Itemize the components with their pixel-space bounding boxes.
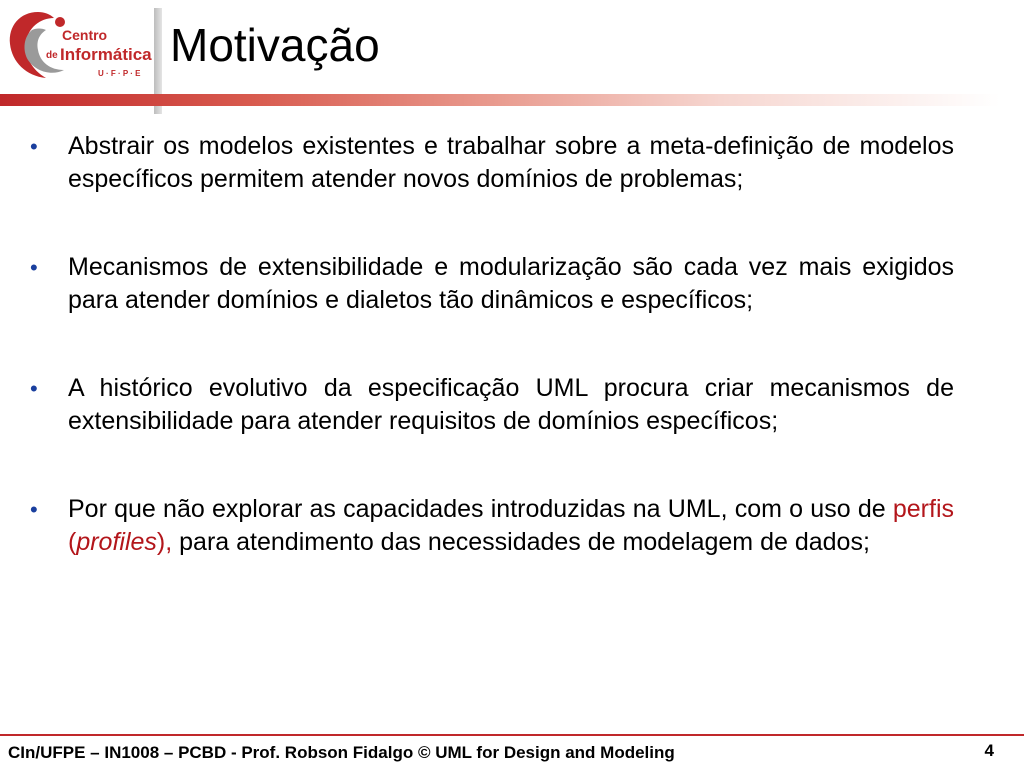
- logo-text-de: de: [46, 50, 58, 61]
- bullet-icon: •: [30, 376, 38, 401]
- bullet-text: Abstrair os modelos existentes e trabalhar sobre a meta-definição de modelos específicos permitem atender novos domínios de problemas;: [68, 132, 954, 193]
- footer-text: CIn/UFPE – IN1008 – PCBD - Prof. Robson Fidalgo © UML for Design and Modeling: [8, 743, 675, 762]
- centro-informatica-logo: [2, 6, 158, 92]
- logo-dot: [55, 17, 65, 27]
- logo-text-centro: Centro: [62, 27, 108, 43]
- logo-text-ufpe: U · F · P · E: [98, 69, 141, 78]
- bullet-item: [30, 251, 954, 317]
- logo-graphic: [2, 6, 158, 92]
- logo-text-informatica: Informática: [60, 45, 152, 64]
- bullet-list: [30, 130, 954, 559]
- slide-title: Motivação: [170, 19, 380, 71]
- highlight-close: ),: [156, 528, 173, 556]
- footer-divider: [0, 734, 1024, 736]
- header-gradient-band: [0, 94, 1000, 106]
- bullet-item: [30, 372, 954, 438]
- bullet-text-pre: Por que não explorar as capacidades introduzidas na UML, com o uso de: [68, 495, 893, 523]
- page-number: 4: [984, 741, 994, 760]
- bullet-text: [68, 495, 954, 556]
- bullet-text: Mecanismos de extensibilidade e modularização são cada vez mais exigidos para atender domínios e dialetos tão dinâmicos e específicos;: [68, 253, 954, 314]
- bullet-text: A histórico evolutivo da especificação UML procura criar mecanismos de extensibilidade para atender requisitos de domínios específicos;: [68, 374, 954, 435]
- bullet-text-post: para atendimento das necessidades de modelagem de dados;: [172, 528, 870, 556]
- highlight-perfis: perfis (: [68, 495, 954, 556]
- bullet-item: [30, 130, 954, 196]
- bullet-item: [30, 493, 954, 559]
- highlight-profiles: profiles: [76, 528, 157, 556]
- bullet-icon: •: [30, 497, 38, 522]
- bullet-icon: •: [30, 134, 38, 159]
- bullet-icon: •: [30, 255, 38, 280]
